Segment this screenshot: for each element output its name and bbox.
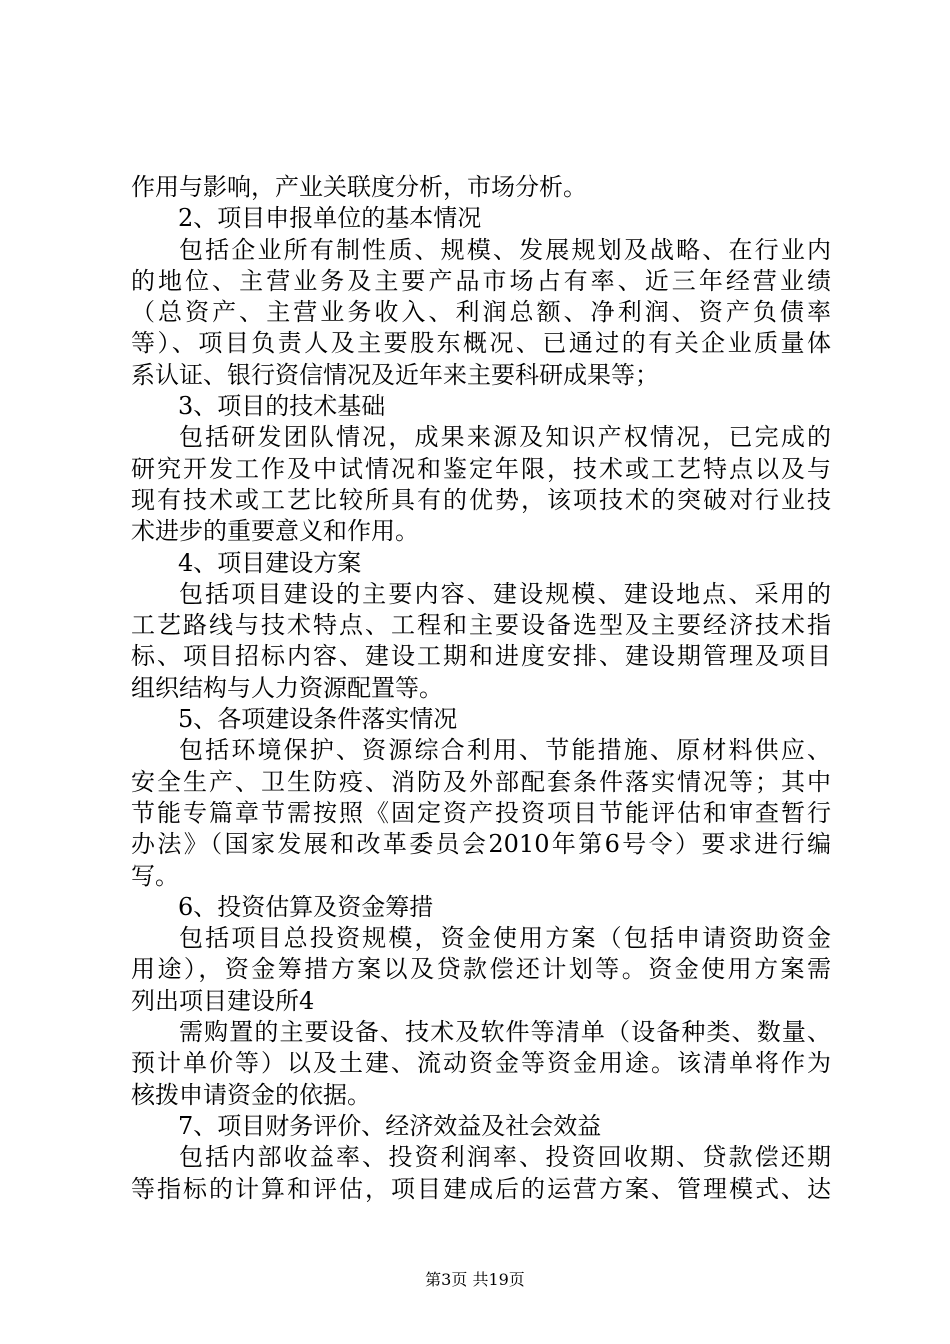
section-heading: 5、各项建设条件落实情况 [178, 705, 458, 734]
paragraph-line: 包括项目总投资规模，资金使用方案（包括申请资助资金 [179, 924, 831, 953]
document-body [131, 172, 831, 1205]
section-heading: 3、项目的技术基础 [178, 392, 386, 421]
paragraph-line: 包括企业所有制性质、规模、发展规划及战略、在行业内 [179, 235, 831, 264]
paragraph-line: 标、项目招标内容、建设工期和进度安排、建设期管理及项目 [131, 642, 831, 671]
paragraph-line: 安全生产、卫生防疫、消防及外部配套条件落实情况等；其中 [131, 767, 831, 796]
paragraph-line: 术进步的重要意义和作用。 [131, 517, 419, 546]
page-number-footer: 第3页 共19页 [425, 1270, 525, 1289]
paragraph-line: 需购置的主要设备、技术及软件等清单（设备种类、数量、 [179, 1018, 831, 1047]
paragraph-line: 现有技术或工艺比较所具有的优势，该项技术的突破对行业技 [131, 485, 831, 514]
paragraph-line: 等指标的计算和评估，项目建成后的运营方案、管理模式、达 [131, 1174, 831, 1203]
paragraph-line: 等）、项目负责人及主要股东概况、已通过的有关企业质量体 [131, 329, 831, 358]
paragraph-line: 用途），资金筹措方案以及贷款偿还计划等。资金使用方案需 [131, 955, 831, 984]
paragraph-line: 作用与影响，产业关联度分析，市场分析。 [131, 173, 587, 201]
paragraph-line: 核拨申请资金的依据。 [131, 1080, 371, 1109]
paragraph-line: 研究开发工作及中试情况和鉴定年限，技术或工艺特点以及与 [131, 454, 831, 483]
paragraph-line: 系认证、银行资信情况及近年来主要科研成果等； [131, 360, 659, 389]
paragraph-line: 的地位、主营业务及主要产品市场占有率、近三年经营业绩 [131, 266, 831, 295]
paragraph-line: 包括项目建设的主要内容、建设规模、建设地点、采用的 [179, 579, 831, 608]
paragraph-line: 工艺路线与技术特点、工程和主要设备选型及主要经济技术指 [131, 611, 831, 640]
paragraph-line: 包括内部收益率、投资利润率、投资回收期、贷款偿还期 [179, 1143, 831, 1172]
paragraph-line: 包括研发团队情况，成果来源及知识产权情况，已完成的 [179, 423, 831, 452]
paragraph-line: 预计单价等）以及土建、流动资金等资金用途。该清单将作为 [131, 1049, 831, 1078]
paragraph-line: 办法》（国家发展和改革委员会2010年第6号令）要求进行编 [131, 830, 831, 859]
paragraph-line: 列出项目建设所4 [131, 986, 315, 1015]
section-heading: 6、投资估算及资金筹措 [178, 892, 434, 921]
paragraph-line: 写。 [131, 861, 179, 890]
paragraph-line: 节能专篇章节需按照《固定资产投资项目节能评估和审查暂行 [131, 798, 831, 827]
paragraph-line: 包括环境保护、资源综合利用、节能措施、原材料供应、 [179, 736, 831, 765]
section-heading: 7、项目财务评价、经济效益及社会效益 [178, 1111, 602, 1140]
paragraph-line: 组织结构与人力资源配置等。 [131, 673, 443, 702]
paragraph-line: （总资产、主营业务收入、利润总额、净利润、资产负债率 [131, 298, 831, 327]
section-heading: 2、项目申报单位的基本情况 [178, 204, 482, 233]
section-heading: 4、项目建设方案 [178, 548, 362, 577]
